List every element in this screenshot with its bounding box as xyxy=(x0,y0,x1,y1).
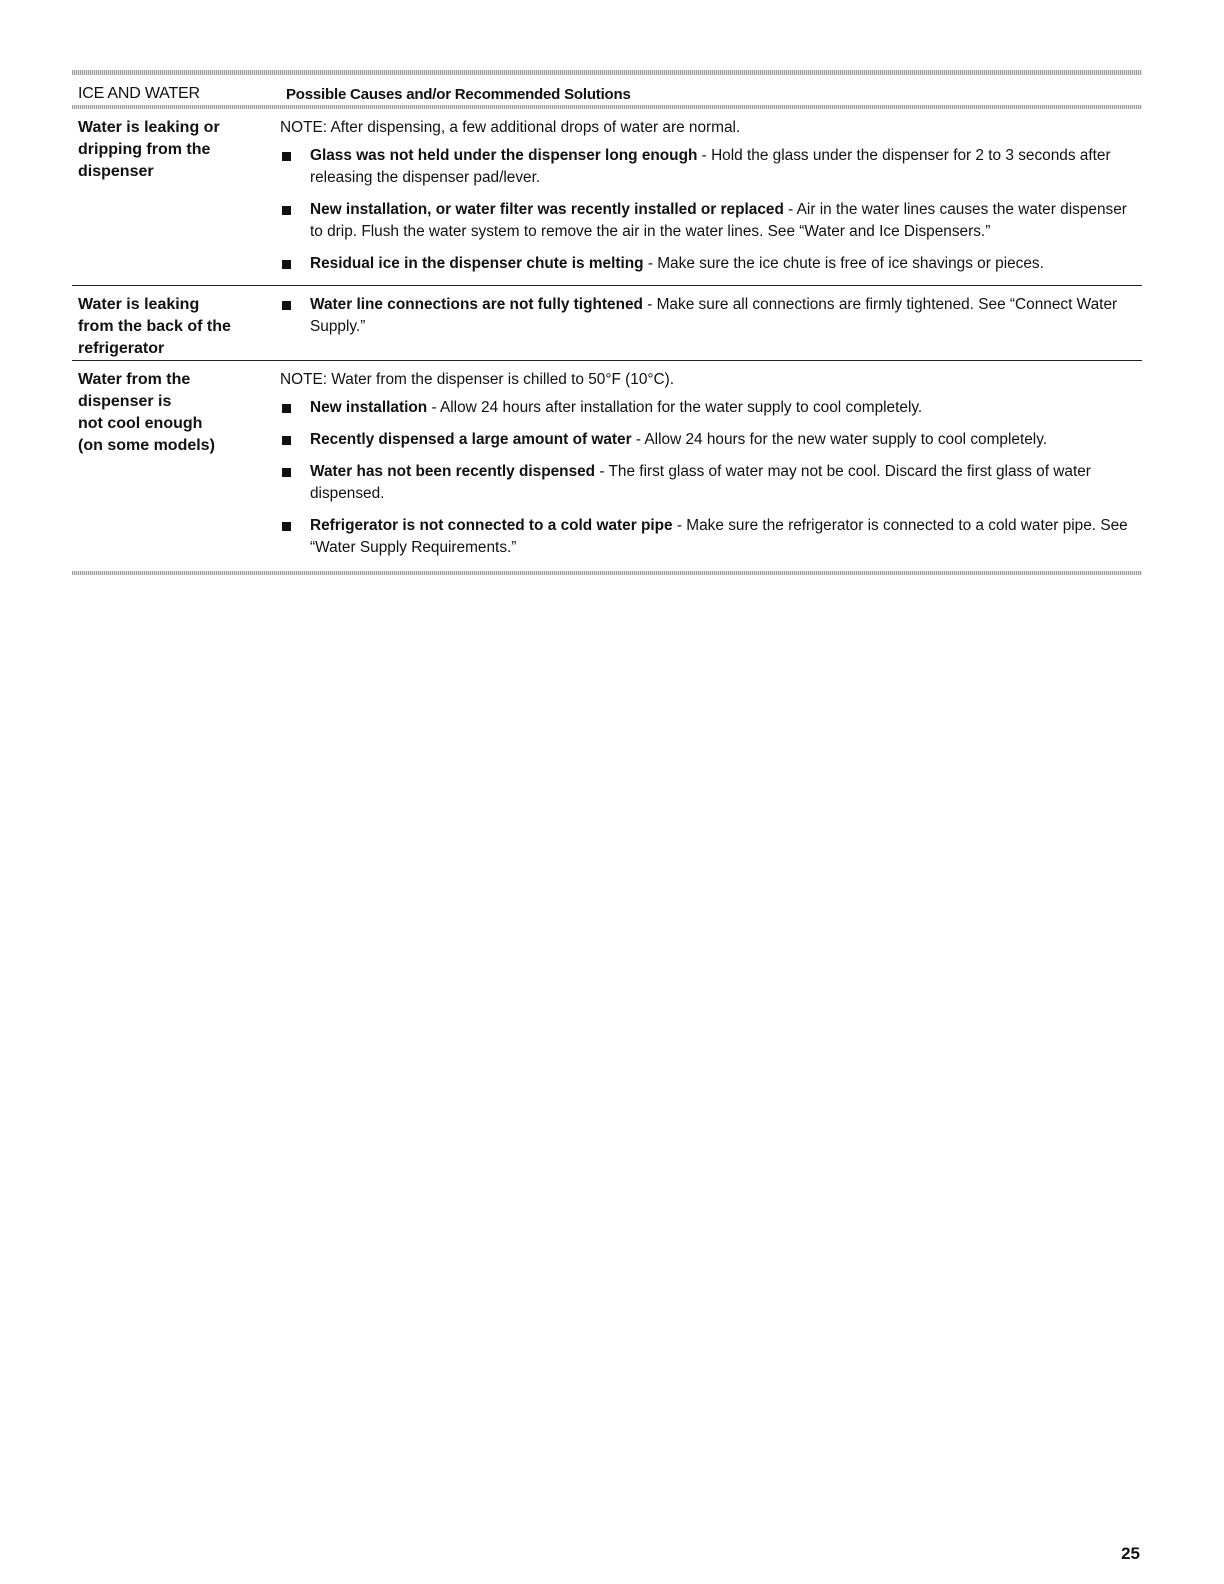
table-row xyxy=(72,286,1142,361)
cause-heading: Recently dispensed a large amount of water xyxy=(310,431,632,448)
cause-heading: Glass was not held under the dispenser long enough xyxy=(310,147,698,164)
square-bullet-icon xyxy=(282,301,291,310)
square-bullet-icon xyxy=(282,468,291,477)
solution-description: - Make sure the refrigerator is connected to a cold water pipe. See “Water Supply Requirements.” xyxy=(310,517,1128,556)
cause-heading: New installation xyxy=(310,399,428,416)
cause-heading: Water has not been recently dispensed xyxy=(310,463,596,480)
solution-description: - Make sure the ice chute is free of ice shavings or pieces. xyxy=(643,255,1044,272)
cause-heading: Refrigerator is not connected to a cold water pipe xyxy=(310,517,673,534)
solution-item xyxy=(280,397,1142,419)
solution-text xyxy=(310,294,1142,338)
solution-text xyxy=(310,199,1142,243)
solution-description: - Hold the glass under the dispenser for 2 to 3 seconds after releasing the dispenser pad/lever. xyxy=(310,147,1111,186)
problem-label: Water is leaking from the back of the refrigerator xyxy=(78,296,231,357)
note-text: NOTE: After dispensing, a few additional drops of water are normal. xyxy=(280,119,741,136)
solution-item xyxy=(280,429,1142,451)
solution-item xyxy=(280,145,1142,189)
solution-description: - Allow 24 hours for the new water supply to cool completely. xyxy=(631,431,1048,448)
page-number: 25 xyxy=(1121,1544,1140,1563)
solution-text xyxy=(310,429,1142,451)
header-solutions: Possible Causes and/or Recommended Solutions xyxy=(286,86,631,103)
square-bullet-icon xyxy=(282,522,291,531)
solution-description: - The first glass of water may not be cool. Discard the first glass of water dispensed. xyxy=(310,463,1091,502)
note-text: NOTE: Water from the dispenser is chilled to 50°F (10°C). xyxy=(280,371,675,388)
table-row xyxy=(72,109,1142,286)
table-row xyxy=(72,361,1142,569)
solution-description: - Air in the water lines causes the water dispenser to drip. Flush the water system to remove the air in the water lines. See “Water and Ice Dispensers.” xyxy=(310,201,1127,240)
square-bullet-icon xyxy=(282,260,291,269)
square-bullet-icon xyxy=(282,436,291,445)
solution-text xyxy=(310,397,1142,419)
problem-label: Water is leaking or dripping from the dispenser xyxy=(78,119,220,180)
square-bullet-icon xyxy=(282,404,291,413)
solution-item xyxy=(280,461,1142,505)
solution-description: - Make sure all connections are firmly tightened. See “Connect Water Supply.” xyxy=(310,296,1118,335)
solution-item xyxy=(280,199,1142,243)
troubleshooting-table xyxy=(72,70,1142,575)
cause-heading: Residual ice in the dispenser chute is melting xyxy=(310,255,644,272)
square-bullet-icon xyxy=(282,206,291,215)
solution-text xyxy=(310,515,1142,559)
cause-heading: New installation, or water filter was recently installed or replaced xyxy=(310,201,784,218)
table-header xyxy=(72,75,1142,103)
solution-text xyxy=(310,145,1142,189)
header-category: ICE AND WATER xyxy=(78,85,200,102)
solution-text xyxy=(310,253,1142,275)
solutions-cell xyxy=(280,286,1142,360)
square-bullet-icon xyxy=(282,152,291,161)
table-body xyxy=(72,109,1142,569)
problem-label: Water from the dispenser is not cool enough (on some models) xyxy=(78,371,215,454)
solution-item xyxy=(280,294,1142,338)
solutions-cell xyxy=(280,361,1142,569)
solutions-cell xyxy=(280,109,1142,285)
bottom-hatch-divider xyxy=(72,571,1142,575)
cause-heading: Water line connections are not fully tightened xyxy=(310,296,643,313)
solution-item xyxy=(280,515,1142,559)
solution-description: - Allow 24 hours after installation for the water supply to cool completely. xyxy=(427,399,923,416)
solution-text xyxy=(310,461,1142,505)
solution-item xyxy=(280,253,1142,275)
